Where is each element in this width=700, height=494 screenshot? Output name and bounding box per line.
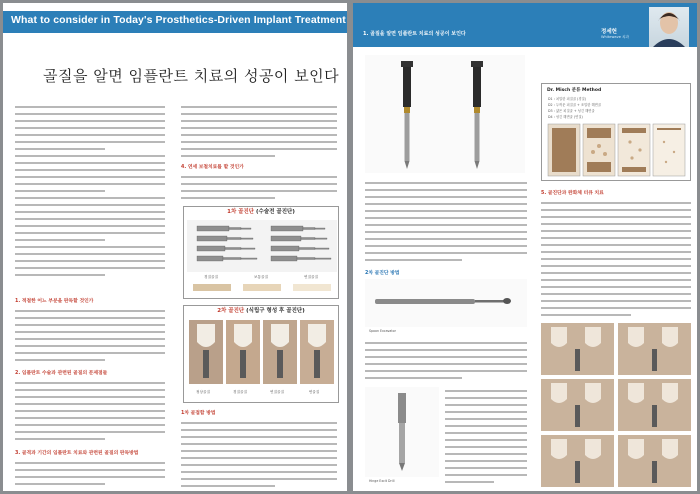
left-page [3, 3, 347, 491]
body-text-block [445, 387, 527, 485]
section-title: 1차 골접합 방법 [181, 411, 216, 416]
bone-diagnosis-box-1 [183, 206, 339, 299]
hinge-drill-photo [365, 387, 439, 477]
right-page-header [353, 3, 697, 47]
article-headline: 골질을 알면 임플란트 치료의 성공이 보인다 [43, 67, 340, 85]
bone-type-label: 연골질 [308, 390, 320, 394]
bone-diagnosis-box-2 [183, 305, 339, 403]
drill-instruments-illustration [187, 220, 337, 272]
body-text-block [181, 103, 337, 159]
body-text-block [15, 103, 165, 285]
section-title: 2차 골진단 방법 [365, 271, 400, 276]
photo-caption: Hinge Excit Drill [369, 479, 395, 483]
photo-caption: Spoon Excavator [369, 329, 396, 333]
bone-type-label: 보통골질 [254, 275, 268, 279]
diagram-line: D4 : 성긴 해면골 (연질) [548, 115, 583, 119]
bone-type-label: 경질골질 [233, 390, 247, 394]
bone-box-title: 2차 골진단 (식립구 형성 후 골진단) [217, 308, 305, 314]
body-text-block [365, 339, 527, 381]
body-text-block [15, 459, 165, 487]
author-affiliation: Whitewave 치과 [601, 35, 630, 39]
right-page-header-title: 1. 골질을 알면 임플란트 치료의 성공이 보인다 [363, 31, 466, 37]
body-text-block [181, 173, 337, 201]
diagram-line: D1 : 치밀한 피질골 (경질) [548, 97, 586, 101]
implant-drill-photo [365, 55, 525, 173]
body-text-block [181, 419, 337, 489]
body-text-block [541, 199, 691, 319]
bone-type-label: 연질골질 [270, 390, 284, 394]
section-title: 1. 적절한 어느 부분을 판독할 것인가 [15, 299, 94, 304]
article-header-title: What to consider in Today's Prosthetics-Driven Implant Treatment [11, 14, 346, 26]
body-text-block [15, 379, 165, 442]
clinical-xray-grid [541, 323, 691, 487]
diagram-line: D3 : 얇은 피질골 + 성긴 해면골 [548, 109, 595, 113]
section-title: 2. 임플란트 수술과 관련된 골질의 문제점들 [15, 371, 108, 376]
article-header-bar [3, 11, 347, 33]
body-text-block [365, 179, 527, 263]
section-title: 3. 골격과 기간의 임플란트 치료와 관련된 골질의 판독방법 [15, 451, 139, 456]
bone-type-label: 경질골질 [204, 275, 218, 279]
bone-type-label: 연질골질 [304, 275, 318, 279]
bone-type-label: 정상골질 [196, 390, 210, 394]
author-avatar [649, 7, 689, 47]
bone-density-bars [187, 283, 337, 293]
spoon-excavator-photo [365, 279, 527, 327]
body-text-block [15, 307, 165, 363]
right-page [353, 3, 697, 491]
misch-classification-box [541, 83, 691, 181]
section-title: 5. 골진단과 완화체 터큐 치료 [541, 191, 604, 196]
diagram-title: Dr. Misch 분류 Method [547, 88, 602, 93]
implant-radiographs-illustration [187, 320, 337, 386]
diagram-line: D2 : 두꺼운 피질골 + 조밀한 해면골 [548, 103, 602, 107]
author-name: 정세헌 [601, 29, 617, 35]
bone-classification-illustration [546, 122, 686, 180]
section-title: 4. 연세 보철치료를 할 것인가 [181, 165, 244, 170]
bone-box-title: 1차 골진단 (수술전 골진단) [227, 209, 295, 215]
